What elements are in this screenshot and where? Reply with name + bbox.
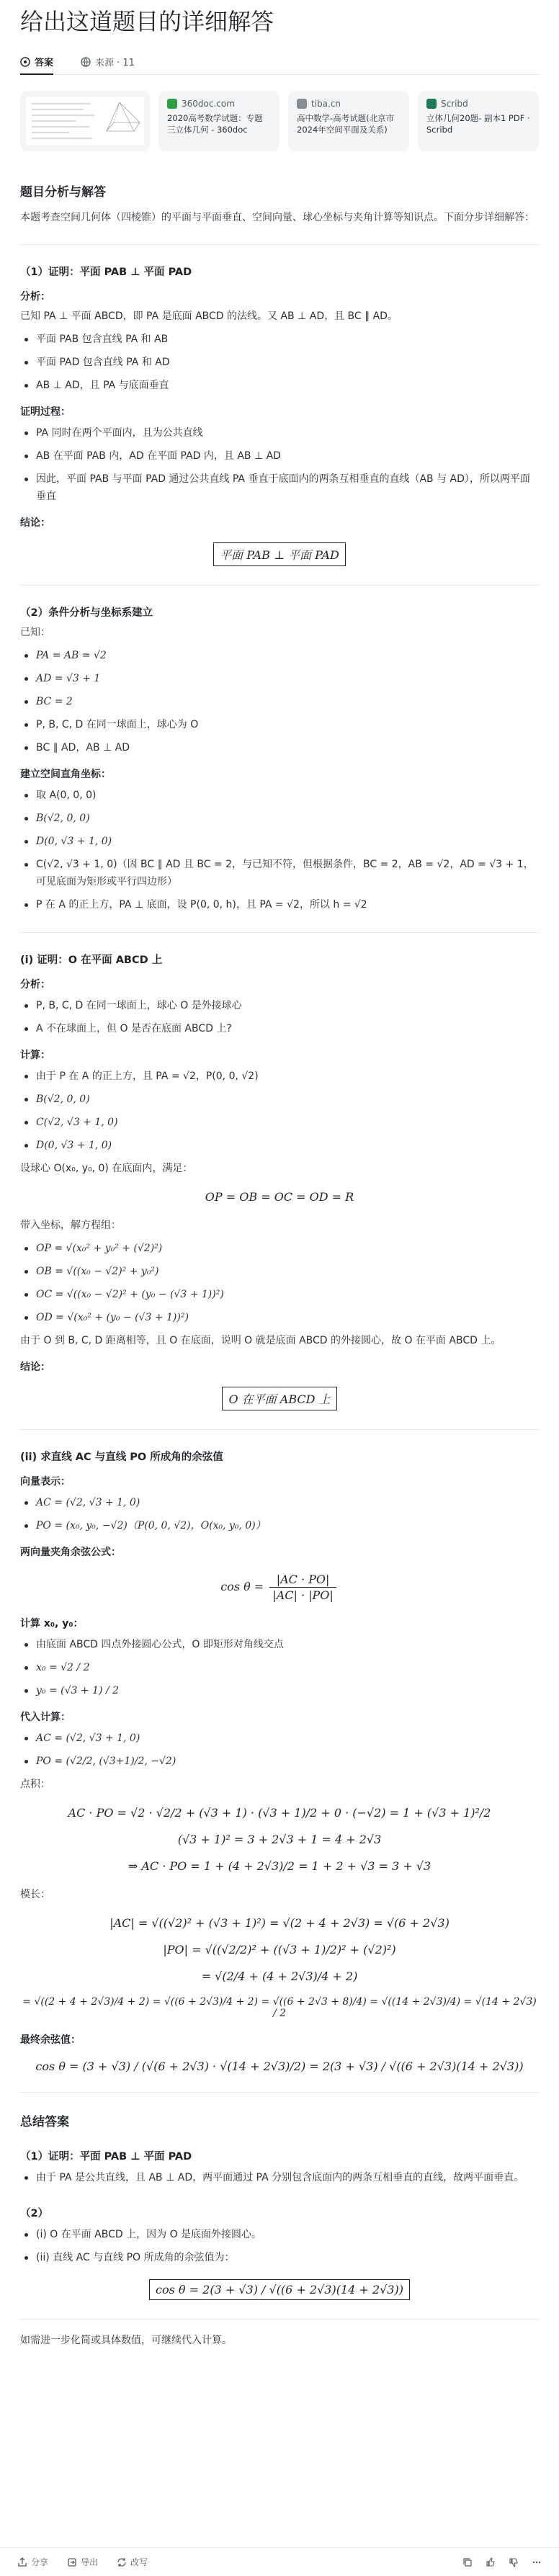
analysis-heading: 题目分析与解答 [20, 185, 106, 200]
share-button[interactable] [17, 2556, 48, 2568]
part1-bullets [20, 331, 539, 394]
tab-answer-label: 答案 [35, 58, 54, 68]
part2-known [20, 647, 539, 756]
list-item: 由于 PA 是公共直线，且 AB ⊥ AD，两平面通过 PA 分别包含底面内的两条互相垂直的直线，故两平面垂直。 [20, 2169, 539, 2186]
summary-final-eq [20, 2279, 539, 2300]
list-item: OD = √(x₀² + (y₀ − (√3 + 1))²) [20, 1309, 539, 1326]
source-card-2-text: 高中数学-高考试题(北京市2024年空间平面及关系) [297, 113, 395, 135]
divider [20, 585, 539, 586]
part1-conclusion-eq [20, 542, 539, 566]
bottom-action-bar [0, 2547, 559, 2576]
list-item: P 在 A 的正上方，PA ⊥ 底面，设 P(0, 0, h)，且 PA = √2，所以 h = √2 [20, 896, 539, 913]
part4-title: (ii) 求直线 AC 与直线 PO 所成角的余弦值 [20, 1452, 223, 1463]
list-item: OB = √((x₀ − √2)² + y₀²) [20, 1263, 539, 1280]
divider [20, 1429, 539, 1430]
part3-calc [20, 1068, 539, 1154]
part4-vec [20, 1494, 539, 1534]
list-item: C(√2, √3 + 1, 0) [20, 1114, 539, 1131]
formula-fraction [269, 1572, 336, 1603]
summary-heading: 总结答案 [20, 2115, 69, 2129]
part4-mod-label: 模长： [20, 1889, 50, 1900]
list-item: AB ⊥ AD，且 PA 与底面垂直 [20, 377, 539, 394]
part3-set-o: 设球心 O(x₀, y₀, 0) 在底面内，满足： [20, 1163, 193, 1174]
export-icon [67, 2557, 77, 2567]
boxed-result: O 在平面 ABCD 上 [222, 1387, 336, 1410]
part4-dot-label: 点积： [20, 1779, 50, 1790]
list-item: 由底面 ABCD 四点外接圆心公式，O 即矩形对角线交点 [20, 1636, 539, 1653]
rewrite-button[interactable] [117, 2556, 148, 2568]
part3-calc-label: 计算： [20, 1050, 50, 1061]
pyramid-diagram-icon [26, 97, 144, 146]
problem-image-thumbnail [26, 97, 144, 146]
list-item: AC = (√2, √3 + 1, 0) [20, 1730, 539, 1747]
divider [20, 244, 539, 245]
summary-1 [20, 2169, 539, 2186]
part3-title: (i) 证明：O 在平面 ABCD 上 [20, 954, 163, 966]
followup-text: 如需进一步化简或具体数值，可继续代入计算。 [20, 2335, 232, 2346]
list-item: PO = (√2/2, (√3+1)/2, −√2) [20, 1753, 539, 1770]
list-item: A 不在球面上，但 O 是否在底面 ABCD 上? [20, 1020, 539, 1037]
divider [20, 2319, 539, 2320]
summary-2-title: （2） [20, 2208, 49, 2219]
source-cards [20, 91, 539, 151]
tab-sources[interactable] [81, 55, 135, 74]
answer-icon [20, 57, 30, 67]
rewrite-label: 改写 [130, 2557, 148, 2567]
share-label: 分享 [31, 2557, 49, 2567]
list-item: BC ∥ AD，AB ⊥ AD [20, 739, 539, 756]
part3-conclusion-label: 结论： [20, 1361, 50, 1373]
list-item: PA 同时在两个平面内，且为公共直线 [20, 424, 539, 442]
bottom-right-actions [462, 2557, 542, 2567]
part1-proof-label: 证明过程： [20, 406, 71, 418]
part4-vec-label: 向量表示： [20, 1476, 71, 1488]
source-card-2[interactable] [288, 91, 409, 151]
list-item: C(√2, √3 + 1, 0)（因 BC ∥ AD 且 BC = 2，与已知不符，但根据条件，BC = 2，AB = √2，AD = √3 + 1，可见底面为矩形或平行四边形） [20, 856, 539, 890]
source-card-3-site: Scribd [441, 99, 468, 109]
part2-coords [20, 787, 539, 913]
rewrite-icon [117, 2557, 127, 2567]
part1-conclusion-label: 结论： [20, 517, 50, 529]
copy-icon[interactable] [462, 2557, 473, 2567]
mod-line-2: |PO| = √((√2/2)² + ((√3 + 1)/2)² + (√2)²) [163, 1943, 396, 1956]
part2-title: （2）条件分析与坐标系建立 [20, 607, 153, 619]
part3-analysis [20, 997, 539, 1037]
site-logo-icon [426, 99, 437, 109]
mod-line-3: = √(2/4 + (4 + 2√3)/4 + 2) [201, 1969, 358, 1983]
boxed-result: cos θ = 2(3 + √3) / √((6 + 2√3)(14 + 2√3)) [149, 2279, 410, 2300]
tab-answer[interactable] [20, 55, 53, 74]
source-thumbnail[interactable] [20, 91, 150, 151]
part3-conclusion-eq [20, 1387, 539, 1410]
list-item: B(√2, 0, 0) [20, 1091, 539, 1108]
source-card-3-head [426, 98, 530, 109]
part3-sub-label: 带入坐标，解方程组： [20, 1220, 121, 1231]
list-item: x₀ = √2 / 2 [20, 1659, 539, 1676]
list-item: (ii) 直线 AC 与直线 PO 所成角的余弦值为： [20, 2249, 539, 2266]
share-icon [17, 2557, 27, 2567]
part4-calc-label: 计算 x₀, y₀： [20, 1618, 84, 1629]
site-logo-icon [167, 99, 177, 109]
thumbs-down-icon[interactable] [509, 2557, 519, 2567]
source-card-3-text: 立体几何20题- 副本1 PDF · Scribd [426, 113, 530, 135]
list-item: 平面 PAD 包含直线 PA 和 AD [20, 354, 539, 371]
summary-1-title: （1）证明：平面 PAB ⊥ 平面 PAD [20, 2151, 192, 2163]
part1-analysis: 已知 PA ⊥ 平面 ABCD，即 PA 是底面 ABCD 的法线。又 AB ⊥ AD，且 BC ∥ AD。 [20, 310, 398, 322]
part2-known-label: 已知： [20, 627, 50, 638]
list-item: 取 A(0, 0, 0) [20, 787, 539, 804]
source-card-1[interactable] [158, 91, 280, 151]
part4-final-label: 最终余弦值： [20, 2034, 81, 2046]
source-icon [81, 57, 91, 67]
formula-denominator: |AC| · |PO| [272, 1588, 334, 1602]
part3-analysis-label: 分析： [20, 979, 50, 990]
list-item: 由于 P 在 A 的正上方，且 PA = √2，P(0, 0, √2) [20, 1068, 539, 1085]
divider [20, 2092, 539, 2093]
list-item: AD = √3 + 1 [20, 670, 539, 687]
formula-lhs: cos θ = [220, 1580, 264, 1593]
export-button[interactable] [67, 2556, 98, 2568]
part3-after: 由于 O 到 B, C, D 距离相等，且 O 在底面，说明 O 就是底面 ABCD 的外接圆心，故 O 在平面 ABCD 上。 [20, 1335, 501, 1346]
list-item: D(0, √3 + 1, 0) [20, 1137, 539, 1154]
page-title: 给出这道题目的详细解答 [20, 8, 274, 35]
list-item: (i) O 在平面 ABCD 上，因为 O 是底面外接圆心。 [20, 2226, 539, 2243]
source-card-2-site: tiba.cn [311, 99, 341, 109]
part1-title: （1）证明：平面 PAB ⊥ 平面 PAD [20, 267, 192, 278]
part3-sub [20, 1240, 539, 1326]
part1-analysis-label: 分析： [20, 291, 50, 303]
dot-line-2: (√3 + 1)² = 3 + 2√3 + 1 = 4 + 2√3 [177, 1833, 382, 1846]
part2-coord-label: 建立空间直角坐标： [20, 769, 111, 780]
list-item: BC = 2 [20, 693, 539, 710]
part4-formula-label: 两向量夹角余弦公式： [20, 1547, 121, 1558]
source-card-2-head [297, 98, 401, 109]
export-label: 导出 [81, 2557, 99, 2567]
summary-2 [20, 2226, 539, 2266]
source-card-1-text: 2020高考数学试题：专题三立体几何 - 360doc [167, 113, 263, 135]
part1-proof [20, 424, 539, 505]
dot-line-1: AC · PO = √2 · √2/2 + (√3 + 1) · (√3 + 1)/2 + 0 · (−√2) = 1 + (√3 + 1)²/2 [68, 1806, 491, 1820]
part4-sub-label: 代入计算： [20, 1712, 71, 1723]
list-item: OC = √((x₀ − √2)² + (y₀ − (√3 + 1))²) [20, 1286, 539, 1303]
source-card-1-head [167, 98, 271, 109]
list-item: y₀ = (√3 + 1) / 2 [20, 1682, 539, 1699]
list-item: PO = (x₀, y₀, −√2)（P(0, 0, √2)，O(x₀, y₀, 0)） [20, 1517, 539, 1534]
dot-line-3: ⇒ AC · PO = 1 + (4 + 2√3)/2 = 1 + 2 + √3 = 3 + √3 [128, 1859, 431, 1873]
source-card-1-site: 360doc.com [182, 99, 235, 109]
list-item: P, B, C, D 在同一球面上，球心 O 是外接球心 [20, 997, 539, 1014]
list-item: AB 在平面 PAB 内，AD 在平面 PAD 内，且 AB ⊥ AD [20, 447, 539, 465]
list-item: B(√2, 0, 0) [20, 810, 539, 827]
part4-final-eq: cos θ = (3 + √3) / (√(6 + 2√3) · √(14 + 2√3)/2) = 2(3 + √3) / √((6 + 2√3)(14 + 2√3)) [35, 2060, 524, 2073]
list-item: 平面 PAB 包含直线 PA 和 AB [20, 331, 539, 348]
tab-sources-label: 来源 · 11 [95, 58, 135, 68]
mod-line-4: = √((2 + 4 + 2√3)/4 + 2) = √((6 + 2√3)/4 + 2) = √((6 + 2√3 + 8)/4) = √((14 + 2√3)/4) = √(14 + 2√3) / 2 [22, 1996, 537, 2019]
boxed-result: 平面 PAB ⊥ 平面 PAD [213, 542, 346, 566]
list-item: AC = (√2, √3 + 1, 0) [20, 1494, 539, 1511]
intro-text: 本题考查空间几何体（四棱锥）的平面与平面垂直、空间向量、球心坐标与夹角计算等知识点。下面分步详细解答： [20, 212, 535, 223]
mod-line-1: |AC| = √((√2)² + (√3 + 1)²) = √(2 + 4 + 2√3) = √(6 + 2√3) [109, 1916, 450, 1930]
source-card-3[interactable] [418, 91, 539, 151]
tab-bar [20, 53, 539, 75]
part4-sub [20, 1730, 539, 1770]
part4-calc [20, 1636, 539, 1699]
list-item: 因此，平面 PAB 与平面 PAD 通过公共直线 PA 垂直于底面内的两条互相垂直的直线（AB 与 AD），所以两平面垂直 [20, 470, 539, 505]
thumbs-up-icon[interactable] [486, 2557, 496, 2567]
part3-main-eq: OP = OB = OC = OD = R [205, 1190, 354, 1204]
formula-numerator: |AC · PO| [269, 1572, 336, 1588]
divider [20, 932, 539, 933]
more-icon[interactable] [532, 2557, 542, 2567]
site-logo-icon [297, 99, 307, 109]
list-item: P, B, C, D 在同一球面上，球心为 O [20, 716, 539, 733]
part4-formula [20, 1572, 539, 1603]
list-item: PA = AB = √2 [20, 647, 539, 664]
list-item: OP = √(x₀² + y₀² + (√2)²) [20, 1240, 539, 1257]
list-item: D(0, √3 + 1, 0) [20, 833, 539, 850]
